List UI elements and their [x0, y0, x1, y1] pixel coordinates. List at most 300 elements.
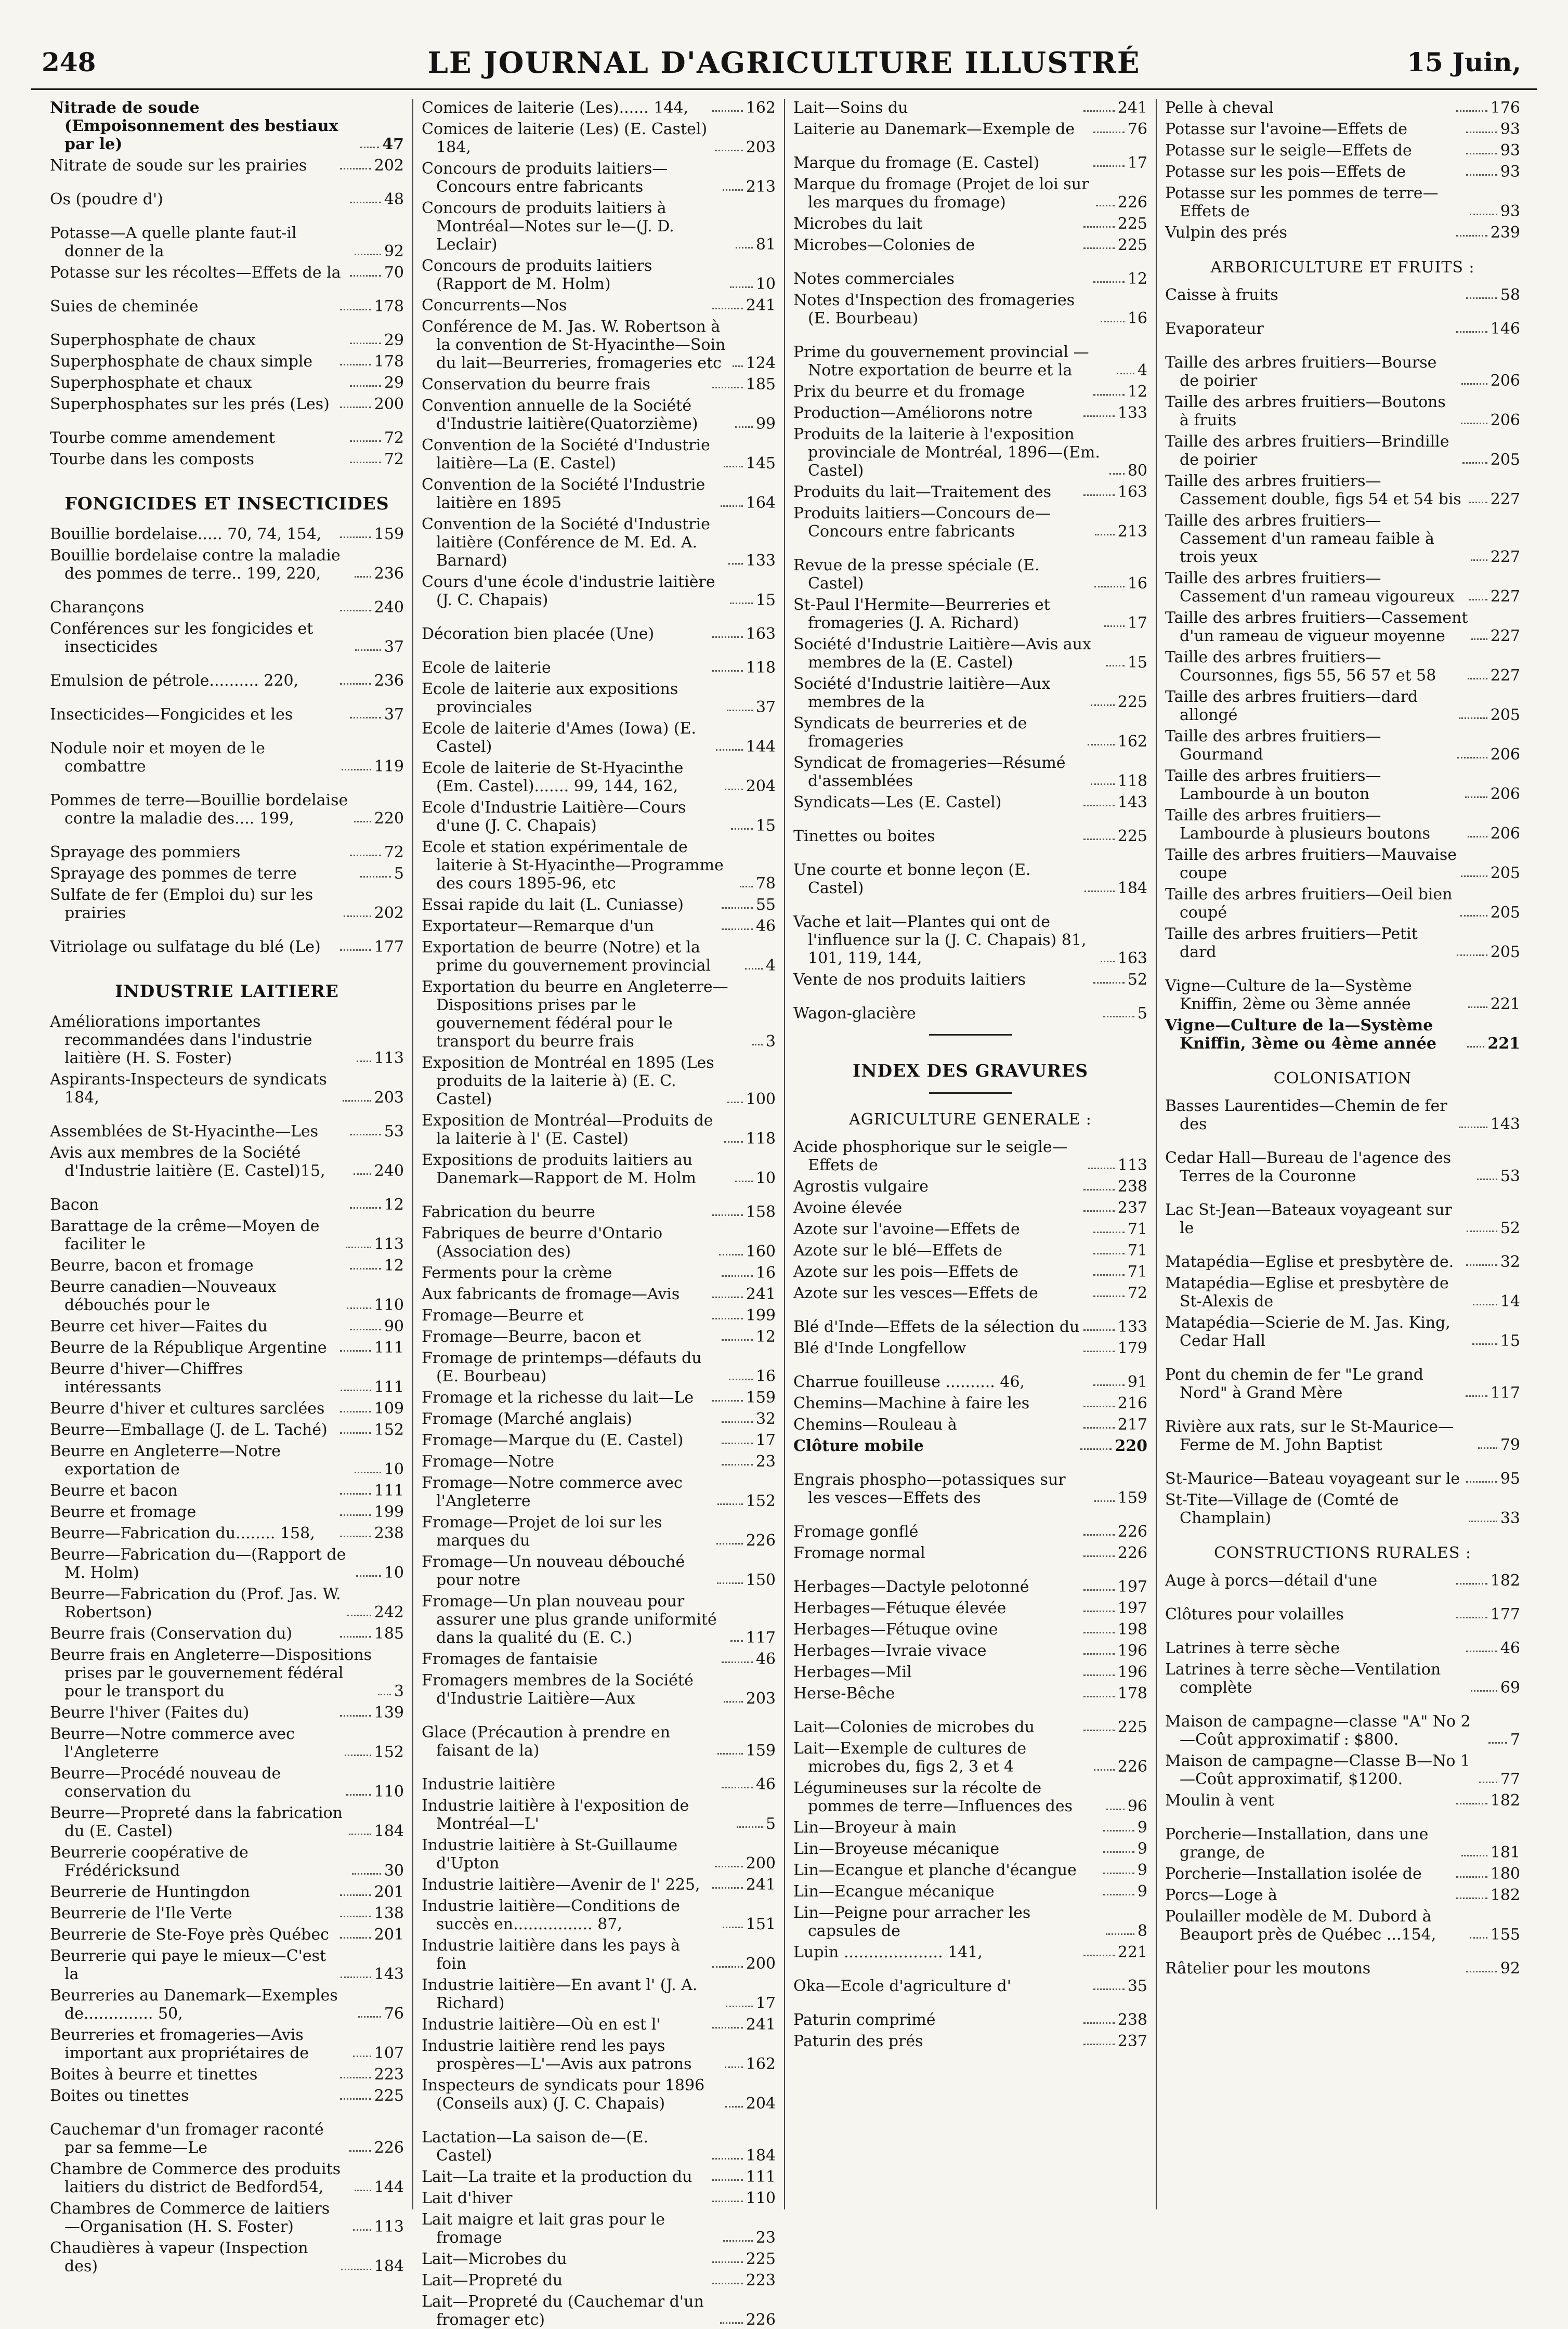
entry-title: Chemins—Rouleau à [793, 1416, 957, 1434]
entry-page-number: 238 [1117, 1177, 1147, 1196]
entry-title: Caisse à fruits [1165, 286, 1278, 304]
index-entry [793, 154, 1147, 172]
index-entry [1165, 925, 1520, 961]
index-entry [1165, 1314, 1520, 1350]
entry-page-number: 95 [1500, 1470, 1520, 1488]
entry-title: Lait d'hiver [422, 2189, 513, 2207]
dot-leader [350, 1268, 381, 1270]
dot-leader [1461, 875, 1487, 877]
entry-title: Beurre de la République Argentine [50, 1339, 327, 1357]
entry-title: Fromage—Notre commerce avec l'Angleterre [422, 1474, 683, 1510]
dot-leader [1083, 839, 1115, 840]
entry-title: Lin—Peigne pour arracher les capsules de [793, 1904, 1031, 1940]
entry-page-number: 155 [1490, 1926, 1520, 1944]
dot-leader [724, 1701, 743, 1703]
dot-leader [347, 1615, 371, 1616]
dot-leader [722, 1661, 753, 1663]
entry-title: Industrie laitière à l'exposition de Montréal—L' [422, 1797, 689, 1833]
entry-page-number: 78 [755, 874, 776, 893]
entry-title: Chambre de Commerce des produits laitiers du district de Bedford54, [50, 2160, 341, 2196]
dot-leader [712, 387, 743, 388]
index-entry [50, 886, 404, 922]
dot-leader [349, 2150, 371, 2152]
dot-leader [357, 1061, 371, 1062]
index-entry [793, 1373, 1147, 1391]
entry-page-number: 182 [1490, 1886, 1520, 1904]
index-entry [422, 1671, 776, 1708]
entry-title: Taille des arbres fruitiers—Gourmand [1165, 727, 1381, 764]
dot-leader [344, 915, 371, 917]
subsection-heading: CONSTRUCTIONS RURALES : [1213, 1544, 1472, 1562]
entry-title: Beurre canadien—Nouveaux débouchés pour le [50, 1278, 277, 1314]
dot-leader [350, 1207, 381, 1209]
index-entry [50, 938, 404, 956]
dot-leader [724, 466, 743, 467]
entry-page-number: 93 [1500, 163, 1520, 181]
index-entry [793, 1599, 1147, 1617]
entry-page-number: 216 [1117, 1394, 1147, 1412]
dot-leader [1083, 1427, 1115, 1429]
entry-title: Lac St-Jean—Bateaux voyageant sur le [1165, 1201, 1452, 1237]
dot-leader [712, 636, 743, 638]
dot-leader [353, 2229, 371, 2231]
index-entry [1165, 1366, 1520, 1402]
dot-leader [722, 1275, 753, 1277]
entry-title: Beurre en Angleterre—Notre exportation de [50, 1442, 281, 1478]
dot-leader [360, 876, 391, 878]
dot-leader [1088, 744, 1115, 745]
entry-page-number: 202 [374, 904, 404, 922]
entry-page-number: 47 [382, 135, 404, 153]
entry-title: Chaudières à vapeur (Inspection des) [50, 2239, 308, 2275]
index-entry [50, 1764, 404, 1801]
index-entry [793, 404, 1147, 422]
index-entry [793, 1523, 1147, 1541]
index-entry [793, 1138, 1147, 1174]
index-entry [50, 598, 404, 617]
entry-page-number: 15 [755, 817, 776, 835]
entry-title: Cedar Hall—Bureau de l'agence des Terres de la Couronne [1165, 1149, 1452, 1185]
entry-title: Beurre—Emballage (J. de L. Taché) [50, 1421, 328, 1439]
index-entry [793, 1177, 1147, 1196]
index-entry [422, 2250, 776, 2268]
entry-page-number: 226 [1117, 193, 1147, 212]
entry-title: Syndicats de beurreries et de fromageries [793, 714, 1027, 751]
entry-page-number: 206 [1490, 825, 1520, 843]
entry-page-number: 92 [1500, 1959, 1520, 1978]
entry-page-number: 113 [374, 1235, 404, 1253]
dot-leader [1088, 1168, 1114, 1169]
entry-page-number: 5 [394, 865, 404, 883]
entry-title: Lait—Exemple de cultures de microbes du, figs 2, 3 et 4 [793, 1739, 1027, 1776]
index-entry [50, 2239, 404, 2275]
dot-leader [735, 1181, 753, 1182]
index-entry [422, 1553, 776, 1589]
entry-page-number: 91 [1127, 1373, 1147, 1391]
entry-title: Basses Laurentides—Chemin de fer des [1165, 1097, 1447, 1133]
index-entry [1165, 184, 1520, 220]
dot-leader [1083, 2044, 1115, 2045]
entry-title: Evaporateur [1165, 320, 1264, 338]
entry-title: Taille des arbres fruitiers—Petit dard [1165, 925, 1418, 961]
entry-title: Convention annuelle de la Société d'Industrie laitière(Quatorzième) [422, 397, 698, 433]
entry-title: Porcs—Loge à [1165, 1886, 1277, 1904]
index-entry [50, 331, 404, 349]
entry-title: Syndicats—Les (E. Castel) [793, 793, 1002, 812]
dot-leader [347, 1307, 371, 1309]
dot-leader [726, 2006, 752, 2007]
entry-title: Insecticides—Fongicides et les [50, 705, 293, 724]
dot-leader [1083, 226, 1115, 228]
index-entry [793, 1663, 1147, 1681]
entry-page-number: 206 [1490, 745, 1520, 764]
dot-leader [712, 308, 743, 309]
dot-leader [350, 343, 381, 344]
index-entry [1165, 472, 1520, 508]
index-entry [50, 1070, 404, 1107]
index-entry [422, 515, 776, 570]
entry-title: Superphosphates sur les prés (Les) [50, 395, 330, 413]
dot-leader [341, 2269, 371, 2270]
entry-page-number: 182 [1490, 1791, 1520, 1810]
entry-title: St-Tite—Village de (Comté de Champlain) [1165, 1491, 1399, 1527]
index-entry [793, 1437, 1147, 1455]
dot-leader [355, 1472, 381, 1473]
index-entry [422, 2168, 776, 2186]
dot-leader [345, 1755, 371, 1756]
section-heading: FONGICIDES ET INSECTICIDES [64, 493, 389, 514]
index-entry [1165, 163, 1520, 181]
entry-title: Superphosphate de chaux simple [50, 352, 313, 371]
dot-leader [1456, 1617, 1487, 1618]
entry-page-number: 81 [755, 235, 776, 254]
entry-title: Wagon-glacière [793, 1004, 916, 1023]
entry-title: Potasse sur les pommes de terre—Effets de [1165, 184, 1439, 220]
dot-leader [1466, 153, 1497, 154]
dot-leader [1469, 502, 1487, 503]
entry-title: Beurre d'hiver—Chiffres intéressants [50, 1360, 243, 1396]
entry-title: Expositions de produits laitiers au Danemark—Rapport de M. Holm [422, 1151, 696, 1187]
dot-leader [740, 886, 753, 887]
index-entry [1165, 286, 1520, 304]
index-entry [422, 2128, 776, 2165]
index-entry [793, 291, 1147, 328]
entry-title: Lin—Ecangue mécanique [793, 1882, 995, 1901]
entry-page-number: 93 [1500, 120, 1520, 138]
entry-page-number: 111 [374, 1378, 404, 1396]
dot-leader [1083, 1189, 1115, 1190]
dot-leader [720, 2322, 743, 2324]
index-entry [793, 754, 1147, 790]
index-entry [793, 1199, 1147, 1217]
entry-title: Herbages—Fétuque ovine [793, 1620, 998, 1639]
entry-page-number: 150 [746, 1571, 776, 1589]
index-entry [422, 1897, 776, 1933]
entry-page-number: 205 [1490, 904, 1520, 922]
index-entry [50, 1704, 404, 1722]
entry-page-number: 17 [1127, 154, 1147, 172]
dot-leader [1094, 1769, 1115, 1771]
dot-leader [1466, 1651, 1497, 1652]
index-entry [50, 843, 404, 861]
entry-page-number: 37 [384, 705, 404, 724]
entry-title: Porcherie—Installation isolée de [1165, 1865, 1422, 1883]
index-entry [1165, 512, 1520, 566]
entry-title: Lactation—La saison de—(E. Castel) [422, 2128, 649, 2165]
entry-page-number: 204 [746, 2095, 776, 2113]
dot-leader [340, 1937, 371, 1939]
dot-leader [340, 2098, 371, 2100]
dot-leader [356, 1575, 381, 1577]
dot-leader [354, 1173, 371, 1175]
entry-page-number: 12 [1127, 383, 1147, 401]
index-entry [50, 1421, 404, 1439]
index-entry [1165, 1752, 1520, 1788]
index-entry [1165, 354, 1520, 390]
entry-title: Beurre d'hiver et cultures sarclées [50, 1399, 325, 1418]
entry-title: Chambres de Commerce de laitiers —Organisation (H. S. Foster) [50, 2200, 330, 2236]
entry-title: Vitriolage ou sulfatage du blé (Le) [50, 938, 321, 956]
index-entry [1165, 1097, 1520, 1133]
entry-page-number: 162 [746, 99, 776, 117]
entry-page-number: 133 [746, 552, 776, 570]
index-entry [793, 793, 1147, 812]
entry-page-number: 201 [374, 1883, 404, 1901]
entry-title: Fromage—Beurre et [422, 1306, 584, 1325]
entry-page-number: 203 [746, 138, 776, 156]
dot-leader [1468, 836, 1487, 838]
entry-title: Latrines à terre sèche—Ventilation complète [1165, 1660, 1441, 1697]
index-entry [422, 1513, 776, 1550]
index-entry [50, 1546, 404, 1582]
entry-page-number: 90 [384, 1317, 404, 1336]
entry-page-number: 16 [755, 1367, 776, 1385]
dot-leader [719, 1254, 743, 1255]
entry-title: Microbes du lait [793, 215, 923, 233]
index-entry [50, 156, 404, 175]
entry-page-number: 111 [374, 1482, 404, 1500]
dot-leader [721, 505, 742, 507]
dot-leader [1083, 494, 1115, 496]
entry-page-number: 227 [1490, 490, 1520, 508]
index-entry [50, 190, 404, 208]
entry-page-number: 225 [374, 2087, 404, 2105]
entry-title: Beurre l'hiver (Faites du) [50, 1704, 250, 1722]
dot-leader [1466, 1481, 1497, 1483]
index-entry [793, 120, 1147, 138]
entry-page-number: 72 [1127, 1284, 1147, 1302]
dot-leader [712, 670, 743, 672]
index-entry [1165, 846, 1520, 882]
index-entry [1165, 1825, 1520, 1862]
dot-leader [717, 1582, 742, 1584]
entry-title: Beurrerie de Ste-Foye près Québec [50, 1926, 329, 1944]
index-entry [793, 1263, 1147, 1281]
entry-title: Matapédia—Eglise et presbytère de St-Alexis de [1165, 1274, 1449, 1311]
index-entry [1165, 1959, 1520, 1978]
entry-title: Exportation de beurre (Notre) et la prime du gouvernement provincial [422, 938, 711, 975]
entry-page-number: 163 [1117, 483, 1147, 501]
dot-leader [729, 1379, 753, 1380]
entry-title: Acide phosphorique sur le seigle—Effets de [793, 1138, 1068, 1174]
entry-title: Taille des arbres fruitiers—Mauvaise coupe [1165, 846, 1457, 882]
entry-page-number: 221 [1117, 1943, 1147, 1961]
index-entry [793, 1471, 1147, 1507]
entry-title: Pont du chemin de fer "Le grand Nord" à Grand Mère [1165, 1366, 1423, 1402]
entry-page-number: 96 [1127, 1797, 1147, 1815]
entry-title: Microbes—Colonies de [793, 236, 975, 254]
dot-leader [1083, 1555, 1115, 1557]
entry-page-number: 223 [374, 2065, 404, 2084]
index-entry [1165, 767, 1520, 803]
index-entry [422, 1349, 776, 1385]
entry-page-number: 71 [1127, 1263, 1147, 1281]
entry-title: Comices de laiterie (Les)...... 144, [422, 99, 689, 117]
entry-page-number: 92 [384, 242, 404, 260]
entry-page-number: 200 [746, 1854, 776, 1873]
entry-page-number: 146 [1490, 320, 1520, 338]
index-entry [422, 1937, 776, 1973]
dot-leader [1083, 1653, 1115, 1655]
entry-title: Industrie laitière—Avenir de l' 225, [422, 1876, 700, 1894]
index-entry [1165, 1712, 1520, 1749]
entry-page-number: 15 [1500, 1332, 1520, 1350]
entry-page-number: 118 [1117, 772, 1147, 790]
entry-page-number: 177 [374, 938, 404, 956]
dot-leader [1459, 717, 1487, 719]
entry-title: Azote sur le blé—Effets de [793, 1241, 1002, 1260]
dot-leader [1083, 2022, 1115, 2024]
entry-page-number: 236 [374, 565, 404, 583]
index-entry [793, 1642, 1147, 1660]
entry-title: Taille des arbres fruitiers—Lambourde à plusieurs boutons [1165, 806, 1430, 843]
entry-page-number: 9 [1137, 1882, 1147, 1901]
index-entry [422, 2189, 776, 2207]
entry-page-number: 29 [384, 331, 404, 349]
dot-leader [346, 1794, 371, 1796]
entry-page-number: 10 [755, 1169, 776, 1187]
entry-page-number: 184 [746, 2147, 776, 2165]
entry-title: Ecole de laiterie [422, 659, 551, 677]
entry-page-number: 201 [374, 1926, 404, 1944]
dot-leader [712, 2179, 743, 2181]
index-entry [50, 739, 404, 776]
entry-page-number: 203 [746, 1690, 776, 1708]
index-entry [422, 1306, 776, 1325]
index-entry [422, 799, 776, 835]
entry-title: Potasse sur l'avoine—Effets de [1165, 120, 1407, 138]
entry-title: Comices de laiterie (Les) (E. Castel) 184, [422, 120, 708, 156]
index-entry [50, 546, 404, 583]
entry-title: Fromage—Marque du (E. Castel) [422, 1431, 684, 1449]
issue-date: 15 Juin, [1407, 47, 1521, 77]
dot-leader [1456, 1898, 1487, 1899]
entry-page-number: 197 [1117, 1599, 1147, 1617]
entry-page-number: 5 [765, 1815, 776, 1833]
dot-leader [340, 683, 371, 685]
index-entry [793, 714, 1147, 751]
index-entry [422, 120, 776, 156]
entry-title: Lait—La traite et la production du [422, 2168, 692, 2186]
dot-leader [1466, 174, 1497, 176]
entry-page-number: 113 [374, 2218, 404, 2236]
index-entry [422, 1976, 776, 2012]
entry-title: Marque du fromage (Projet de loi sur les marques du fromage) [793, 175, 1089, 212]
entry-page-number: 15 [1127, 653, 1147, 672]
dot-leader [733, 365, 743, 367]
dot-leader [1462, 462, 1487, 464]
entry-title: Industrie laitière [422, 1775, 555, 1794]
dot-leader [1093, 1253, 1125, 1254]
entry-title: Ecole et station expérimentale de laiterie à St-Hyacinthe—Programme des cours 1895-96, etc [422, 838, 724, 893]
index-entry [50, 264, 404, 282]
entry-title: Taille des arbres fruitiers—Bourse de poirier [1165, 354, 1437, 390]
entry-page-number: 213 [746, 178, 776, 196]
index-entry [793, 1779, 1147, 1815]
index-entry [793, 1882, 1147, 1901]
entry-title: Fromagers membres de la Société d'Industrie Laitière—Aux [422, 1671, 694, 1708]
entry-title: Poulailler modèle de M. Dubord à Beauport près de Québec ...154, [1165, 1907, 1436, 1944]
entry-title: Beurre—Fabrication du........ 158, [50, 1524, 315, 1542]
entry-title: Laiterie au Danemark—Exemple de [793, 120, 1075, 138]
entry-page-number: 12 [384, 1196, 404, 1214]
entry-title: Ecole de laiterie de St-Hyacinthe (Em. Castel)....... 99, 144, 162, [422, 759, 684, 795]
index-entry [50, 1725, 404, 1761]
dot-leader [712, 2283, 743, 2284]
index-entry [1165, 433, 1520, 469]
entry-page-number: 143 [374, 1965, 404, 1983]
index-entry [422, 1410, 776, 1428]
entry-page-number: 71 [1127, 1220, 1147, 1238]
entry-title: Ecole d'Industrie Laitière—Cours d'une (J. C. Chapais) [422, 799, 686, 835]
entry-page-number: 227 [1490, 627, 1520, 645]
entry-page-number: 46 [755, 1775, 776, 1794]
entry-page-number: 46 [1500, 1639, 1520, 1657]
index-entry [793, 483, 1147, 501]
index-entry [50, 1278, 404, 1314]
entry-page-number: 33 [1500, 1509, 1520, 1527]
dot-leader [340, 1350, 371, 1352]
entry-title: Beurre cet hiver—Faites du [50, 1317, 268, 1336]
index-entry [793, 635, 1147, 672]
entry-title: Lait—Colonies de microbes du [793, 1718, 1035, 1736]
dot-leader [1459, 1127, 1487, 1128]
entry-title: Taille des arbres fruitiers—Cassement double, figs 54 et 54 bis [1165, 472, 1461, 508]
entry-title: Cauchemar d'un fromager raconté par sa femme—Le [50, 2121, 324, 2157]
entry-title: Vache et lait—Plantes qui ont de l'influence sur la (J. C. Chapais) 81, 101, 119, 144, [793, 913, 1087, 967]
entry-title: Société d'Industrie Laitière—Avis aux membres de la (E. Castel) [793, 635, 1091, 672]
entry-page-number: 226 [1117, 1544, 1147, 1562]
entry-title: Agrostis vulgaire [793, 1177, 929, 1196]
dot-leader [1094, 586, 1125, 587]
index-entry [793, 2011, 1147, 2029]
entry-title: Fromage gonflé [793, 1523, 919, 1541]
entry-page-number: 16 [1127, 309, 1147, 328]
index-entry [50, 2026, 404, 2062]
entry-page-number: 46 [755, 1650, 776, 1668]
index-entry [1165, 141, 1520, 160]
index-entry [793, 215, 1147, 233]
dot-leader [717, 1753, 743, 1755]
dot-leader [1103, 1873, 1134, 1874]
index-entry [422, 2293, 776, 2329]
dot-leader [1093, 1232, 1125, 1233]
entry-page-number: 143 [1490, 1115, 1520, 1133]
entry-title: Oka—Ecole d'agriculture d' [793, 1977, 1011, 1995]
entry-page-number: 159 [746, 1389, 776, 1407]
entry-title: Taille des arbres fruitiers—Cassement d'un rameau vigoureux [1165, 569, 1455, 606]
entry-title: Taille des arbres fruitiers—Lambourde à un bouton [1165, 767, 1381, 803]
